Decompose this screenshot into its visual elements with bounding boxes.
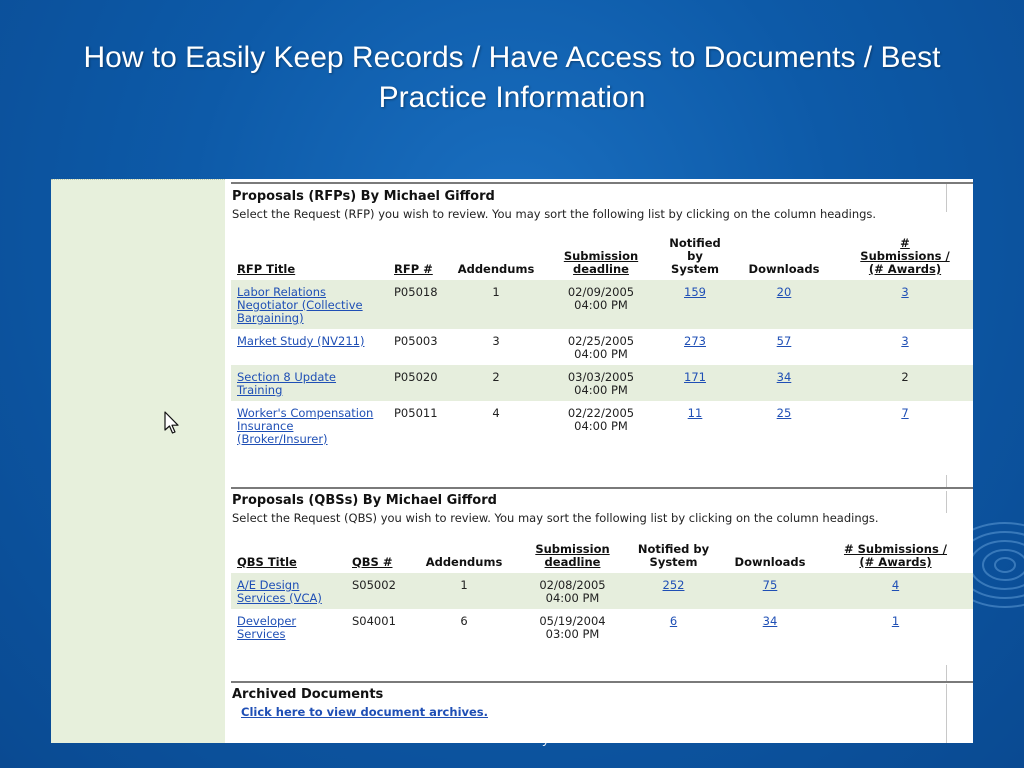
- submissions-link[interactable]: 7: [901, 406, 909, 420]
- downloads-link[interactable]: 34: [762, 614, 778, 628]
- addendums-count: 6: [460, 614, 468, 628]
- section-divider: [231, 182, 973, 184]
- section-divider: [231, 487, 973, 489]
- rfp-number: P05018: [388, 280, 449, 329]
- column-header-notified-by-system: Notified by System: [669, 236, 721, 276]
- column-header-addendums: Addendums: [425, 555, 503, 569]
- column-header-rfp-title[interactable]: RFP Title: [237, 262, 296, 276]
- column-divider: [946, 684, 947, 743]
- addendums-count: 2: [449, 365, 543, 401]
- submissions-link[interactable]: 3: [901, 285, 909, 299]
- notified-link[interactable]: 273: [684, 334, 706, 348]
- addendums-count: 1: [449, 280, 543, 329]
- addendums-count: 4: [492, 406, 500, 420]
- column-header-submissions-awards[interactable]: # Submissions / (# Awards): [843, 542, 948, 569]
- column-header-notified-by-system: Notified by System: [637, 542, 710, 569]
- table-row: [231, 365, 973, 401]
- column-header-downloads: Downloads: [748, 262, 820, 276]
- column-header-qbs-title[interactable]: QBS Title: [237, 555, 297, 569]
- downloads-link[interactable]: 75: [762, 578, 778, 592]
- rfp-number: P05011: [394, 406, 438, 420]
- qbs-table: [231, 543, 973, 645]
- rfp-title-link[interactable]: Market Study (NV211): [237, 334, 365, 348]
- submissions-link[interactable]: 3: [901, 334, 909, 348]
- column-header-submissions-awards[interactable]: # Submissions / (# Awards): [860, 236, 950, 276]
- submission-deadline: 02/09/2005 04:00 PM: [543, 280, 659, 329]
- archived-documents-heading: Archived Documents: [232, 687, 384, 702]
- column-header-addendums: Addendums: [457, 262, 535, 276]
- downloads-link[interactable]: 57: [776, 334, 792, 348]
- column-header-qbs-number[interactable]: QBS #: [352, 555, 393, 569]
- addendums-count: 3: [492, 334, 500, 348]
- table-row: [231, 280, 973, 329]
- rfp-title-link[interactable]: Labor Relations Negotiator (Collective Bargaining): [237, 285, 363, 325]
- notified-link[interactable]: 11: [687, 406, 703, 420]
- qbs-number: S05002: [346, 573, 408, 609]
- column-header-submission-deadline[interactable]: Submission deadline: [563, 249, 639, 276]
- table-row: [231, 401, 973, 450]
- submission-deadline: 02/25/2005 04:00 PM: [567, 334, 635, 361]
- downloads-link[interactable]: 20: [776, 285, 792, 299]
- table-row: [231, 609, 973, 645]
- rfp-section-heading: Proposals (RFPs) By Michael Gifford: [232, 189, 495, 204]
- downloads-link[interactable]: 25: [776, 406, 792, 420]
- embedded-screenshot: [51, 179, 973, 743]
- left-sidebar: [51, 179, 225, 743]
- submission-deadline: 02/22/2005 04:00 PM: [567, 406, 635, 433]
- notified-link[interactable]: 171: [684, 370, 706, 384]
- rfp-title-link[interactable]: Worker's Compensation Insurance (Broker/Insurer): [237, 406, 374, 446]
- qbs-title-link[interactable]: A/E Design Services (VCA): [237, 578, 322, 605]
- main-content: [227, 179, 973, 743]
- column-divider: [946, 475, 947, 487]
- submissions-link[interactable]: 4: [891, 578, 900, 592]
- qbs-section-heading: Proposals (QBSs) By Michael Gifford: [232, 493, 497, 508]
- rfp-number: P05020: [388, 365, 449, 401]
- mouse-pointer-icon: [163, 411, 181, 435]
- column-divider: [946, 491, 947, 513]
- rfp-table: [231, 237, 973, 450]
- column-header-submission-deadline[interactable]: Submission deadline: [535, 542, 610, 569]
- qbs-title-link[interactable]: Developer Services: [237, 614, 297, 641]
- view-archives-link[interactable]: Click here to view document archives.: [241, 705, 489, 719]
- submission-deadline: 02/08/2005 04:00 PM: [520, 573, 625, 609]
- submissions-link[interactable]: 1: [891, 614, 900, 628]
- table-row: [231, 573, 973, 609]
- rfp-section-description: Select the Request (RFP) you wish to review. You may sort the following list by clicking on the column headings.: [232, 207, 877, 221]
- notified-link[interactable]: 252: [662, 578, 685, 592]
- submission-deadline: 03/03/2005 04:00 PM: [543, 365, 659, 401]
- notified-link[interactable]: 6: [669, 614, 678, 628]
- downloads-link[interactable]: 34: [776, 370, 792, 384]
- table-row: [231, 329, 973, 365]
- qbs-section-description: Select the Request (QBS) you wish to review. You may sort the following list by clicking on the column headings.: [232, 511, 879, 525]
- submissions-count: 2: [837, 365, 973, 401]
- qbs-number: S04001: [352, 614, 396, 628]
- submission-deadline: 05/19/2004 03:00 PM: [539, 614, 606, 641]
- rfp-number: P05003: [394, 334, 438, 348]
- slide-title: How to Easily Keep Records / Have Access to Documents / Best Practice Information: [83, 41, 941, 114]
- section-divider: [231, 681, 973, 683]
- column-divider: [946, 665, 947, 681]
- column-header-downloads: Downloads: [734, 555, 806, 569]
- notified-link[interactable]: 159: [684, 285, 706, 299]
- column-header-rfp-number[interactable]: RFP #: [394, 262, 433, 276]
- addendums-count: 1: [408, 573, 520, 609]
- rfp-title-link[interactable]: Section 8 Update Training: [237, 370, 337, 397]
